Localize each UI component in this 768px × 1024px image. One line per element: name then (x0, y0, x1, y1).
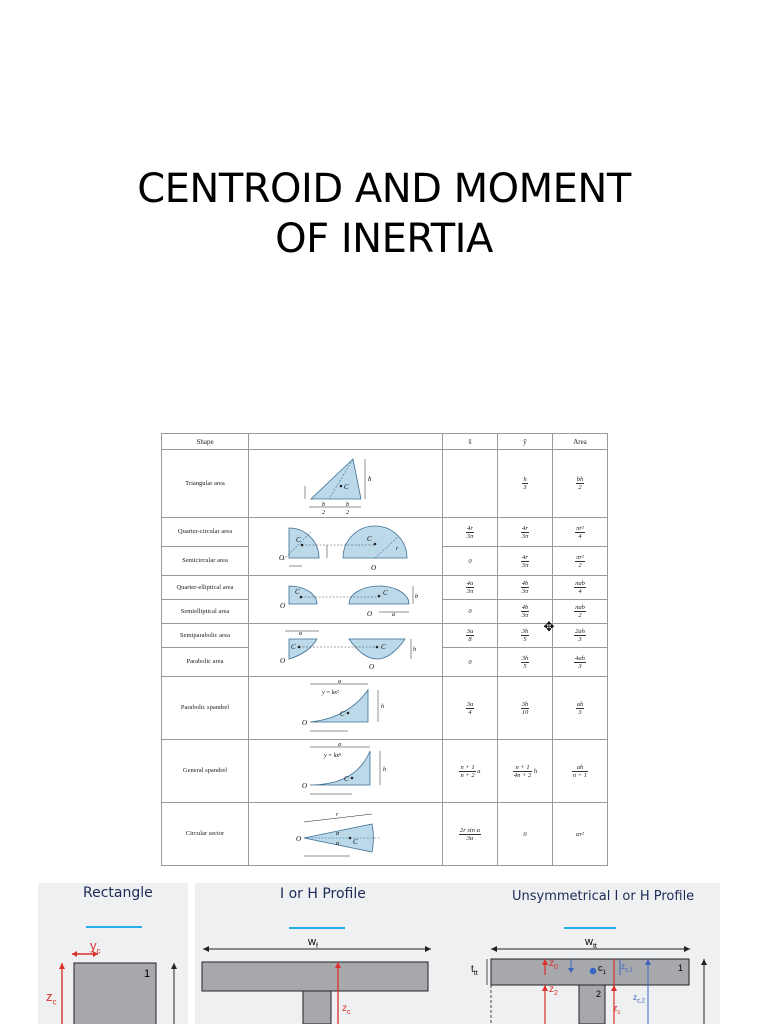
part-number-label: 2 (596, 989, 602, 999)
fraction-num: 4r (522, 524, 528, 532)
general-spandrel-figure (249, 740, 443, 803)
ybar-cell (498, 740, 553, 803)
rectangle-diagram (38, 883, 188, 1024)
header-ybar: ȳ (498, 434, 553, 450)
page-title-line-2: OF INERTIA (275, 216, 493, 262)
parabolic-spandrel-figure (249, 677, 443, 740)
ybar-cell (498, 518, 553, 547)
zc-label: $z_c$ (46, 989, 57, 1007)
value: h (533, 767, 538, 775)
a-label: a (391, 611, 395, 618)
fraction-den: n + 1 (572, 771, 588, 779)
xbar-cell (443, 624, 498, 648)
area-cell (553, 518, 608, 547)
ybar-cell (498, 547, 553, 576)
two-label: 2 (345, 509, 349, 515)
centroid-c-label: C (343, 482, 349, 491)
ttt-label: $t_{tt}$ (471, 964, 478, 977)
move-cursor-icon: ✥ (543, 619, 555, 634)
fraction-num: 4ah (575, 654, 585, 662)
header-xbar: x̄ (443, 434, 498, 450)
triangle-figure (249, 450, 443, 518)
value: 0 (468, 557, 472, 565)
value: a (477, 767, 481, 775)
fraction-den: 2 (578, 484, 582, 491)
xbar-cell (443, 648, 498, 677)
fraction-den: 3π (521, 561, 529, 569)
alpha-label: α (335, 841, 339, 847)
value: 0 (523, 830, 527, 838)
value: 0 (468, 608, 472, 615)
fraction-den: 3α (466, 834, 474, 842)
a-label: a (337, 742, 341, 748)
centroid-c-label: C (295, 535, 301, 544)
zc2-label: $z_{c,2}$ (633, 993, 646, 1005)
fraction-num: πab (575, 580, 585, 587)
fraction-den: 3π (521, 588, 529, 595)
radius-label: r (395, 545, 398, 552)
shape-name: Quarter-elliptical area (162, 576, 249, 600)
zc1-label: $z_{c,1}$ (621, 962, 634, 974)
xbar-cell (443, 576, 498, 600)
fraction-den: 2 (578, 561, 582, 569)
fraction-num: 3a (466, 628, 474, 635)
origin-label: O (301, 719, 307, 727)
alpha-label: α (335, 831, 339, 837)
a-label: a (337, 679, 341, 685)
shape-name: Quarter-circular area (162, 518, 249, 547)
centroid-table (161, 433, 608, 866)
circular-figure (249, 518, 443, 576)
wf-label: $w_f$ (308, 936, 318, 951)
area-cell (553, 576, 608, 600)
half-base-label: b (321, 501, 325, 508)
h-label: h (382, 767, 386, 773)
ybar-cell (498, 450, 553, 518)
equation-label: y = kx² (321, 690, 339, 696)
value: αr² (576, 830, 584, 838)
header-shape: Shape (162, 434, 249, 450)
area-cell (553, 547, 608, 576)
z2-label: $z_2$ (549, 984, 558, 997)
fraction-num: n + 1 (460, 763, 475, 771)
fraction-den: 2 (578, 612, 582, 619)
two-label: 2 (321, 509, 325, 515)
origin-label: O (278, 553, 284, 562)
centroid-c-label: C (382, 588, 388, 597)
centroid-c-label: C (294, 587, 300, 596)
fraction-num: 4b (521, 580, 529, 587)
ih-profile-title: I or H Profile (280, 886, 366, 902)
fraction-den: 5 (523, 662, 527, 670)
fraction-num: 2ah (575, 628, 585, 635)
shape-name: Semiparabolic area (162, 624, 249, 648)
rectangle-title: Rectangle (83, 885, 153, 901)
centroid-c-label: C (290, 643, 296, 651)
shape-name: General spandrel (162, 740, 249, 803)
fraction-den: 4 (578, 532, 582, 540)
shape-name: Semicircular area (162, 547, 249, 576)
zc-label: $z_c$ (613, 1003, 621, 1016)
origin-label: O (370, 563, 376, 572)
equation-label: y = kxⁿ (323, 753, 341, 759)
xbar-cell (443, 547, 498, 576)
unsym-profile-title: Unsymmetrical I or H Profile (512, 889, 695, 904)
xbar-cell (443, 803, 498, 866)
area-cell (553, 450, 608, 518)
c1-label: $c_1$ (598, 963, 606, 976)
ybar-cell (498, 803, 553, 866)
fraction-den: n + 2 (460, 771, 475, 779)
fraction-num: 2r sin α (459, 826, 481, 834)
fraction-num: πab (575, 604, 585, 611)
xbar-cell (443, 518, 498, 547)
fraction-den: 3π (521, 612, 529, 619)
origin-label: O (366, 609, 372, 618)
wtt-label: $w_{tt}$ (585, 936, 597, 951)
centroid-c-label: C (339, 710, 345, 718)
yc-label: $y_c$ (90, 938, 101, 956)
zc-label: $z_c$ (342, 1003, 351, 1016)
origin-label: O (279, 601, 285, 610)
area-cell (553, 600, 608, 624)
fraction-num: 3a (466, 700, 474, 708)
ybar-cell (498, 677, 553, 740)
fraction-den: 4 (578, 588, 582, 595)
circular-sector-figure (249, 803, 443, 866)
shape-name: Parabolic spandrel (162, 677, 249, 740)
origin-label: O (295, 835, 301, 843)
fraction-num: πr² (576, 553, 584, 561)
h-label: h (380, 704, 384, 710)
xbar-cell (443, 740, 498, 803)
fraction-num: 4b (521, 604, 529, 611)
shape-name: Circular sector (162, 803, 249, 866)
header-figure (249, 434, 443, 450)
fraction-den: 3π (466, 588, 474, 595)
fraction-den: 3π (521, 532, 529, 540)
fraction-den: 4 (468, 708, 472, 716)
shape-name: Triangular area (162, 450, 249, 518)
fraction-num: 3h (521, 654, 529, 662)
xbar-cell (443, 450, 498, 518)
fraction-den: 3 (578, 662, 582, 670)
part-number-label: 1 (678, 963, 684, 973)
shape-name: Parabolic area (162, 648, 249, 677)
value: 0 (468, 658, 472, 666)
fraction-den: 5 (523, 636, 527, 643)
elliptical-figure (249, 576, 443, 624)
xbar-cell (443, 600, 498, 624)
xbar-cell (443, 677, 498, 740)
area-cell (553, 803, 608, 866)
shape-name: Semielliptical area (162, 600, 249, 624)
half-base-label: b (345, 501, 349, 508)
centroid-c-label: C (380, 643, 386, 651)
h-label: h (412, 647, 416, 653)
centroid-c-label: C (352, 838, 358, 846)
fraction-num: h (523, 476, 527, 483)
rectangle-panel (38, 883, 188, 1024)
r-label: r (335, 812, 338, 818)
fraction-num: ah (572, 764, 588, 772)
fraction-den: 4n + 2 (513, 771, 532, 779)
a-label: a (298, 631, 302, 637)
area-cell (553, 648, 608, 677)
area-cell (553, 624, 608, 648)
fraction-den: 10 (521, 708, 529, 716)
header-area: Area (553, 434, 608, 450)
fraction-den: 8 (468, 636, 472, 643)
ybar-cell (498, 576, 553, 600)
fraction-num: 3h (521, 700, 529, 708)
parabolic-figure (249, 624, 443, 677)
area-cell (553, 740, 608, 803)
z0-label: $z_0$ (549, 958, 558, 971)
area-cell (553, 677, 608, 740)
ybar-cell (498, 648, 553, 677)
height-label: h (367, 474, 371, 483)
profiles-panel (195, 883, 720, 1024)
centroid-c-label: C (366, 534, 372, 543)
fraction-num: 4r (467, 524, 473, 532)
page-title-line-1: CENTROID AND MOMENT (137, 166, 631, 212)
fraction-num: 3h (521, 628, 529, 635)
fraction-den: 3π (466, 532, 474, 540)
fraction-num: n + 1 (513, 764, 532, 772)
fraction-num: 4a (466, 580, 474, 587)
origin-label: O (279, 657, 285, 665)
fraction-num: 4r (522, 553, 528, 561)
origin-label: O (368, 663, 374, 671)
fraction-den: 3 (523, 484, 527, 491)
b-label: b (414, 593, 418, 600)
fraction-num: bh (576, 476, 584, 483)
centroid-c-label: C (343, 775, 349, 783)
fraction-num: ah (576, 700, 584, 708)
fraction-den: 3 (578, 636, 582, 643)
part-number-label: 1 (144, 968, 151, 980)
fraction-den: 3 (578, 708, 582, 716)
fraction-num: πr² (576, 524, 584, 532)
origin-label: O (301, 782, 307, 790)
